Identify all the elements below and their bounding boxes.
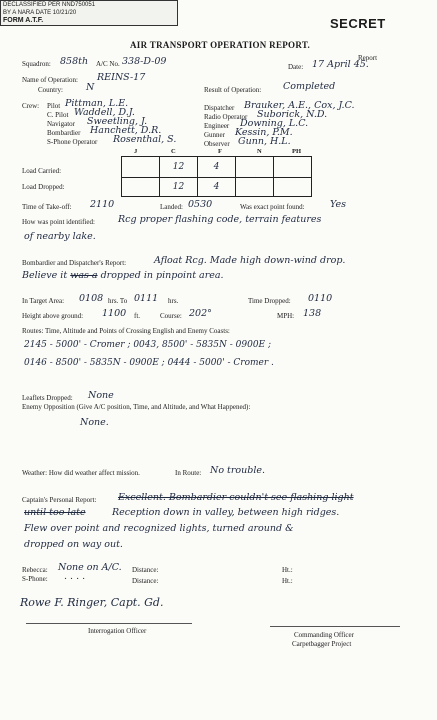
squadron-value: 858th [60, 56, 89, 67]
gunner-label: Gunner [204, 131, 225, 139]
engineer-label: Engineer [204, 122, 230, 130]
rebecca-label: Rebecca: [22, 566, 48, 574]
navigator-value: Sweetling, J. [87, 116, 148, 127]
identified-value-line-2: of nearby lake. [24, 231, 96, 242]
commanding-officer-title: Commanding Officer [294, 631, 354, 639]
sphone-operator-value: Rosenthal, S. [113, 134, 177, 145]
country-value: N [86, 82, 95, 93]
report-label: Report [358, 54, 378, 62]
dispatcher-label: Dispatcher [204, 104, 235, 112]
squadron-label: Squadron: [22, 60, 51, 68]
takeoff-value: 2110 [90, 199, 115, 210]
pilot-label: Pilot [47, 102, 61, 110]
load-col-n: N [257, 148, 262, 155]
dropped-j [122, 178, 160, 197]
rebecca-value: None on A/C. [58, 562, 122, 573]
sphone-operator-label: S-Phone Operator [47, 138, 98, 146]
result-value: Completed [283, 81, 336, 92]
date-value: 17 April 45. [312, 59, 369, 70]
bombardier-report-label: Bombardier and Dispatcher's Report: [22, 259, 127, 267]
course-label: Course: [160, 312, 182, 320]
hrs-label: hrs. [168, 297, 179, 305]
load-col-j: J [134, 148, 138, 155]
date-label: Date: [288, 63, 304, 71]
classification-label: SECRET [330, 16, 386, 31]
sphone-label: S-Phone: [22, 575, 48, 583]
ft-label: ft. [134, 312, 141, 320]
bombardier-report-line-1: Afloat Rcg. Made high down-wind drop. [154, 255, 346, 266]
identified-value-line-1: Rcg proper flashing code, terrain features [118, 214, 322, 225]
routes-line-1: 2145 - 5000' - Cromer ; 0043, 8500' - 5835N - 0900E ; [24, 340, 272, 350]
ac-label: A/C No. [96, 60, 120, 68]
pilot-value: Pittman, L.E. [65, 98, 129, 109]
captain-report-line-3: Flew over point and recognized lights, turned around & [24, 523, 294, 534]
dropped-c: 12 [160, 178, 198, 197]
course-value: 202° [189, 308, 212, 319]
target-area-label: In Target Area: [22, 297, 65, 305]
copilot-value: Waddell, D.J. [74, 107, 135, 118]
landed-label: Landed: [160, 203, 183, 211]
country-label: Country: [38, 86, 63, 94]
height-label: Height above ground: [22, 312, 84, 320]
sphone-distance-label: Distance: [132, 577, 159, 585]
dropped-n [236, 178, 274, 197]
stamp-line-1: DECLASSIFIED PER NND750051 [3, 2, 96, 8]
carried-c: 12 [160, 157, 198, 178]
captain-report-label: Captain's Personal Report: [22, 496, 97, 504]
sphone-value: . . . . [64, 571, 86, 582]
identified-label: How was point identified: [22, 218, 95, 226]
crew-label: Crew: [22, 102, 40, 110]
interrogation-signature-line [26, 623, 192, 624]
time-dropped-label: Time Dropped: [248, 297, 291, 305]
observer-label: Observer [204, 140, 230, 148]
rebecca-distance-label: Distance: [132, 566, 159, 574]
routes-line-2: 0146 - 8500' - 5835N - 0900E ; 0444 - 5000' - Cromer . [24, 358, 274, 368]
time-dropped-value: 0110 [308, 293, 333, 304]
target-to-value: 0111 [134, 293, 159, 304]
operation-value: REINS-17 [97, 72, 146, 83]
bombardier-report-struck: was a [70, 270, 98, 281]
opposition-label: Enemy Opposition (Give A/C position, Time, and Altitude, and What Happened): [22, 403, 251, 411]
carried-f: 4 [198, 157, 236, 178]
hrs-to-label: hrs. To [108, 297, 128, 305]
landed-value: 0530 [188, 199, 213, 210]
radio-operator-label: Radio Operator [204, 113, 248, 121]
bombardier-label: Bombardier [47, 129, 81, 137]
load-table [121, 156, 312, 197]
sphone-ht-label: Ht.: [282, 577, 293, 585]
opposition-value: None. [80, 417, 109, 428]
observer-value: Gunn, H.L. [238, 136, 291, 147]
result-label: Result of Operation: [204, 86, 262, 94]
carried-ph [274, 157, 312, 178]
mph-value: 138 [303, 308, 322, 319]
page-title: AIR TRANSPORT OPERATION REPORT. [130, 40, 311, 50]
load-col-ph: PH [292, 148, 302, 155]
bombardier-report-line-2 [22, 270, 224, 281]
stamp-form-number: FORM A.T.F. [3, 17, 44, 24]
operation-label: Name of Operation: [22, 76, 78, 84]
copilot-label: C. Pilot [47, 111, 69, 119]
captain-report-line-2: Reception down in valley, between high ridges. [112, 507, 340, 518]
target-from-value: 0108 [79, 293, 104, 304]
gunner-value: Kessin, P.M. [235, 127, 293, 138]
dropped-f: 4 [198, 178, 236, 197]
load-col-c: C [171, 148, 176, 155]
dispatcher-value: Brauker, A.E., Cox, J.C. [244, 100, 355, 111]
dropped-ph [274, 178, 312, 197]
leaflets-label: Leaflets Dropped: [22, 394, 73, 402]
in-route-label: In Route: [175, 469, 202, 477]
exact-point-label: Was exact point found: [240, 203, 305, 211]
carried-n [236, 157, 274, 178]
stamp-line-2: BY A NARA DATE 10/21/20 [3, 10, 77, 16]
bombardier-report-part-b: dropped in pinpoint area. [100, 270, 224, 281]
carried-j [122, 157, 160, 178]
commanding-officer-subtitle: Carpetbagger Project [292, 640, 352, 648]
leaflets-value: None [88, 390, 114, 401]
captain-report-struck-1: Excellent. Bombardier couldn't see flashing light [118, 492, 354, 503]
captain-report-struck-2: until too late [24, 507, 86, 518]
weather-label: Weather: How did weather affect mission. [22, 469, 140, 477]
ac-value: 338-D-09 [122, 56, 167, 67]
bombardier-report-part-a: Believe it [22, 270, 68, 281]
rebecca-ht-label: Ht.: [282, 566, 293, 574]
navigator-label: Navigator [47, 120, 75, 128]
routes-label: Routes: Time, Altitude and Points of Crossing English and Enemy Coasts: [22, 327, 230, 335]
commanding-signature-line [270, 626, 400, 627]
load-carried-label: Load Carried: [22, 167, 62, 175]
load-col-f: F [218, 148, 222, 155]
load-dropped-label: Load Dropped: [22, 183, 65, 191]
interrogation-officer-title: Interrogation Officer [88, 627, 147, 635]
bombardier-value: Hanchett, D.R. [90, 125, 162, 136]
weather-value: No trouble. [210, 465, 266, 476]
radio-operator-value: Suborick, N.D. [257, 109, 328, 120]
captain-report-line-4: dropped on way out. [24, 539, 123, 550]
mph-label: MPH: [277, 312, 295, 320]
interrogation-signature: Rowe F. Ringer, Capt. Gd. [20, 596, 164, 609]
height-value: 1100 [102, 308, 127, 319]
takeoff-label: Time of Take-off: [22, 203, 72, 211]
exact-point-value: Yes [330, 199, 346, 210]
declassified-stamp [0, 0, 178, 26]
engineer-value: Downing, L.C. [240, 118, 309, 129]
